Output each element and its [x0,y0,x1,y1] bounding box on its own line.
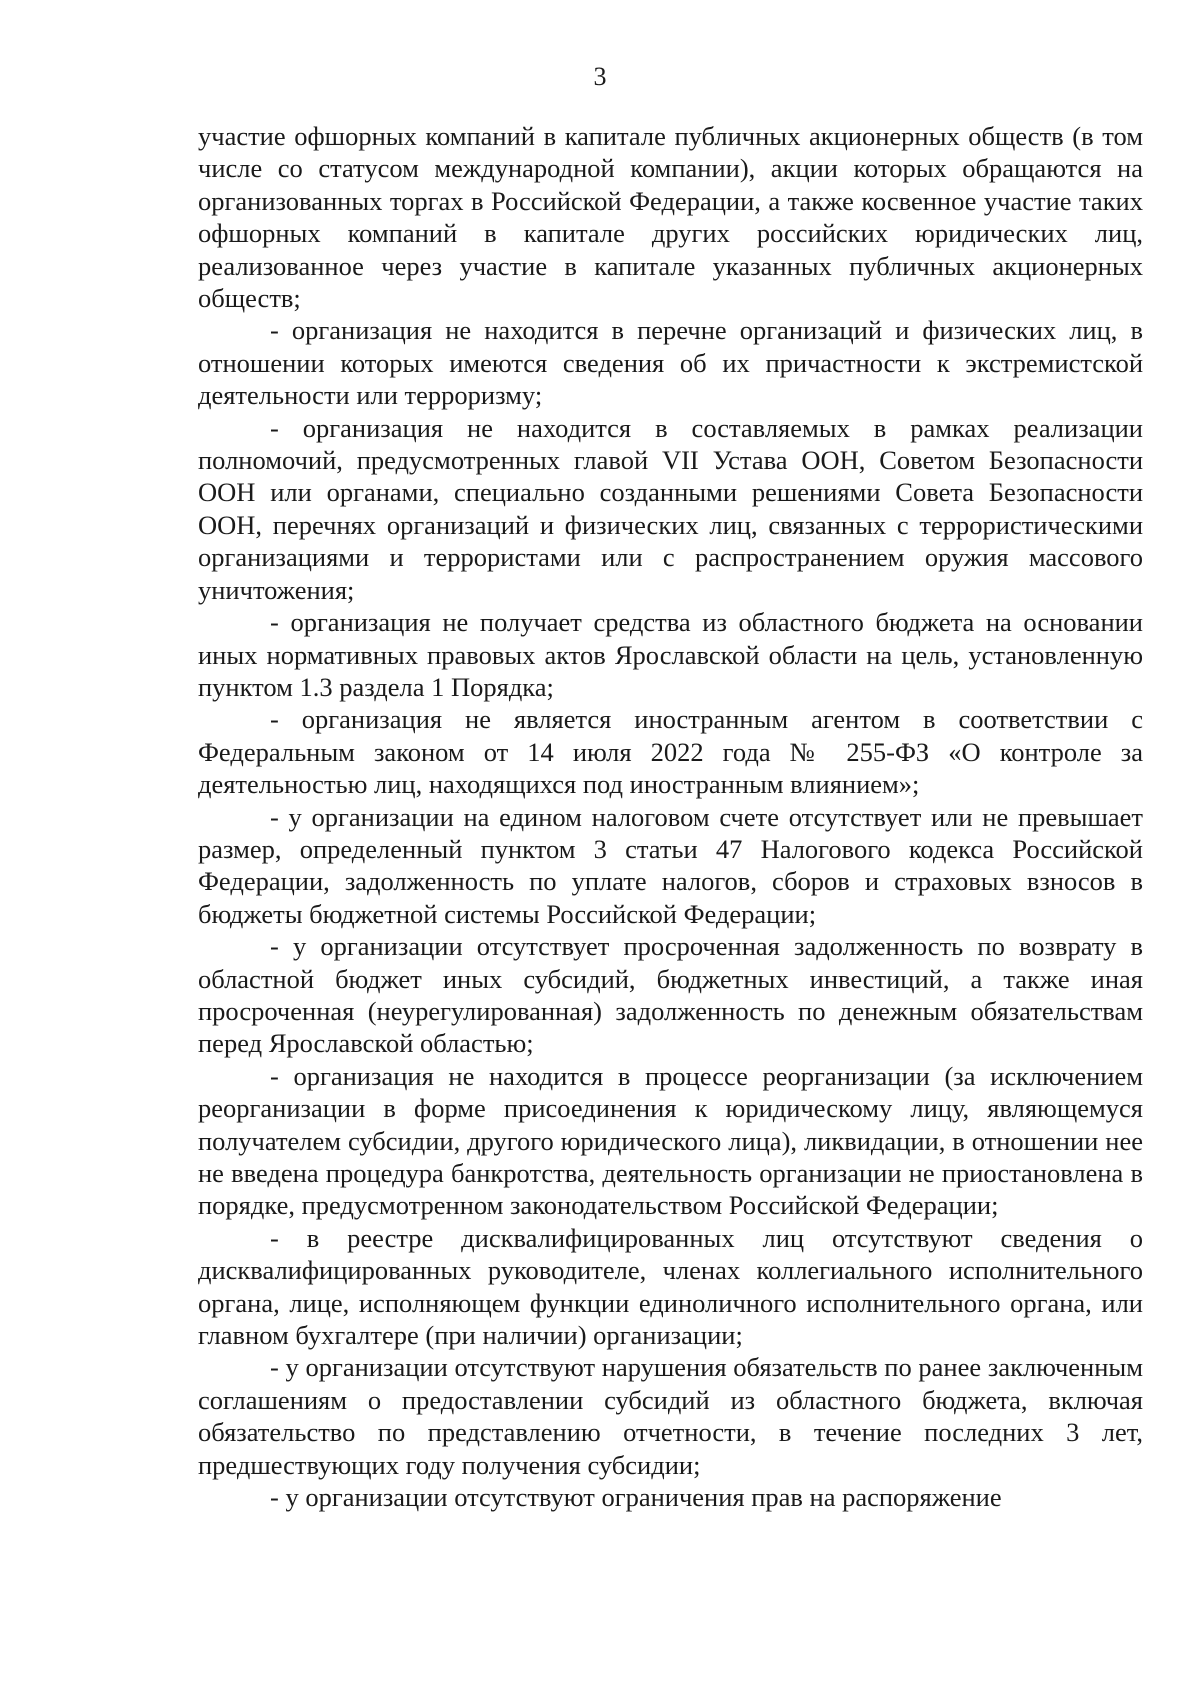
paragraph-tax-arrears: - у организации на едином налоговом счете отсутствует или не превышает размер, определенный пунктом 3 статьи 47 Налогового кодекса Российской Федерации, задолженность по уплате налогов, сборов и страховых взносов в бюджеты бюджетной системы Российской Федерации; [198,801,1143,929]
paragraph-disposal-restrictions: - у организации отсутствуют ограничения прав на распоряжение [270,1482,1002,1513]
paragraph-offshore-participation: участие офшорных компаний в капитале публичных акционерных обществ (в том числе со статусом международной компании), акции которых обращаются на организованных торгах в Российской Федерации, а также косвенное участие таких офшорных компаний в капитале других российских юридических лиц, реализованное через участие в капитале указанных публичных акционерных обществ; [198,121,1143,314]
paragraph-no-regional-budget-funds: - организация не получает средства из областного бюджета на основании иных нормативных правовых актов Ярославской области на цель, установленную пунктом 1.3 раздела 1 Порядка; [198,607,1143,702]
paragraph-reorganization-liquidation: - организация не находится в процессе реорганизации (за исключением реорганизации в форме присоединения к юридическому лицу, являющемуся получателем субсидии, другого юридического лица), ликвидации, в отношении нее не введена процедура банкротства, деятельность организации не приостановлена в порядке, предусмотренном законодательством Российской Федерации; [198,1060,1143,1221]
document-body [198,120,1143,1513]
page-number: 3 [593,62,607,91]
paragraph-extremism-list: - организация не находится в перечне организаций и физических лиц, в отношении которых имеются сведения об их причастности к экстремистской деятельности или терроризму; [198,315,1143,411]
paragraph-overdue-debt: - у организации отсутствует просроченная задолженность по возврату в областной бюджет иных субсидий, бюджетных инвестиций, а также иная просроченная (неурегулированная) задолженность по денежным обязательствам перед Ярославской областью; [198,931,1143,1059]
paragraph-un-security-council-lists: - организация не находится в составляемых в рамках реализации полномочий, предусмотренных главой VII Устава ООН, Советом Безопасности ООН или органами, специально созданными решениями Совета Безопасности ООН, перечнях организаций и физических лиц, связанных с террористическими организациями и террористами или с распространением оружия массового уничтожения; [198,412,1143,605]
paragraph-obligation-violations: - у организации отсутствуют нарушения обязательств по ранее заключенным соглашениям о предоставлении субсидий из областного бюджета, включая обязательство по представлению отчетности, в течение последних 3 лет, предшествующих году получения субсидии; [198,1352,1143,1480]
paragraph-not-foreign-agent: - организация не является иностранным агентом в соответствии с Федеральным законом от 14 июля 2022 года № 255-ФЗ «О контроле за деятельностью лиц, находящихся под иностранным влиянием»; [198,704,1143,800]
paragraph-disqualified-persons: - в реестре дисквалифицированных лиц отсутствуют сведения о дисквалифицированных руководителе, членах коллегиального исполнительного органа, лице, исполняющем функции единоличного исполнительного органа, или главном бухгалтере (при наличии) организации; [198,1222,1143,1351]
